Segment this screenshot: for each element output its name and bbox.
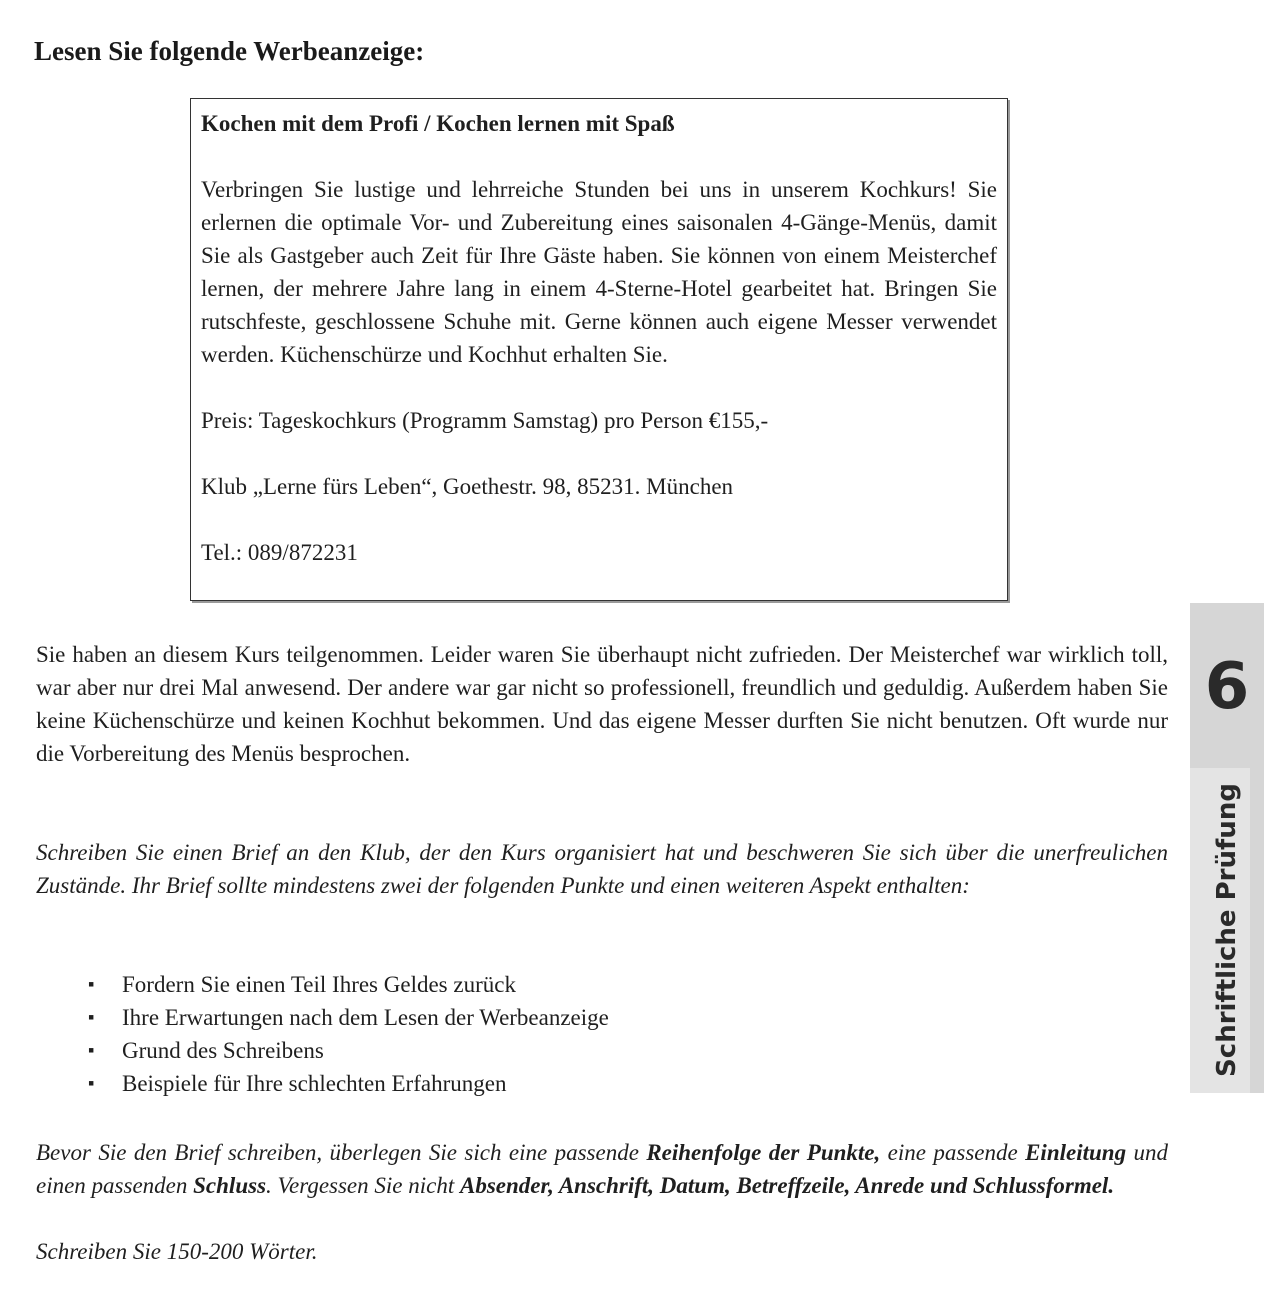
situation-text: Sie haben an diesem Kurs teilgenommen. Leider waren Sie überhaupt nicht zufrieden. Der Meisterchef war wirklich toll, war aber nur drei Mal anwesend. Der andere war gar nicht so professionell, freundlich und geduldig. Außerdem haben Sie keine Küchenschürze und keinen Kochhut bekommen. Und das eigene Messer durften Sie nicht benutzen. Oft wurde nur die Vorbereitung des Menüs besprochen. [36, 642, 1168, 766]
list-item: ▪ Beispiele für Ihre schlechten Erfahrungen [86, 1067, 986, 1100]
writing-instructions: Bevor Sie den Brief schreiben, überlegen Sie sich eine passende Reihenfolge der Punkte, eine passende Einleitung und einen passenden Schluss. Vergessen Sie nicht Absender, Anschrift, Datum, Betreffzeile, Anrede und Schlussformel. [36, 1140, 1168, 1198]
points-list [86, 968, 986, 1100]
bullet-icon: ▪ [88, 1073, 95, 1093]
bullet-icon: ▪ [88, 1040, 95, 1060]
ad-address: Klub „Lerne fürs Leben“, Goethestr. 98, 85231. München [201, 474, 734, 499]
chapter-number: 6 [1204, 650, 1250, 724]
chapter-label: Schriftliche Prüfung [1212, 783, 1242, 1077]
ad-price: Preis: Tageskochkurs (Programm Samstag) pro Person €155,- [201, 408, 769, 433]
ad-title: Kochen mit dem Profi / Kochen lernen mit Spaß [201, 111, 675, 136]
page-heading: Lesen Sie folgende Werbeanzeige: [34, 36, 425, 66]
ad-phone: Tel.: 089/872231 [201, 540, 358, 565]
list-item: ▪ Grund des Schreibens [86, 1034, 986, 1067]
ad-body: Verbringen Sie lustige und lehrreiche Stunden bei uns in unserem Kochkurs! Sie erlernen die optimale Vor- und Zubereitung eines saisonalen 4-Gänge-Menüs, damit Sie als Gastgeber auch Zeit für Ihre Gäste haben. Sie können von einem Meisterchef lernen, der mehrere Jahre lang in einem 4-Sterne-Hotel gearbeitet hat. Bringen Sie rutschfeste, geschlossene Schuhe mit. Gerne können auch eigene Messer verwendet werden. Küchenschürze und Kochhut erhalten Sie. [201, 177, 997, 367]
list-item: ▪ Ihre Erwartungen nach dem Lesen der Werbeanzeige [86, 1001, 986, 1034]
advertisement-box [190, 98, 1008, 601]
list-item: ▪ Fordern Sie einen Teil Ihres Geldes zurück [86, 968, 986, 1001]
word-count-instruction: Schreiben Sie 150-200 Wörter. [36, 1239, 318, 1264]
bullet-icon: ▪ [88, 1007, 95, 1027]
task-text: Schreiben Sie einen Brief an den Klub, der den Kurs organisiert hat und beschweren Sie sich über die unerfreulichen Zustände. Ihr Brief sollte mindestens zwei der folgenden Punkte und einen weiteren Aspekt enthalten: [36, 840, 1168, 898]
bullet-icon: ▪ [88, 974, 95, 994]
